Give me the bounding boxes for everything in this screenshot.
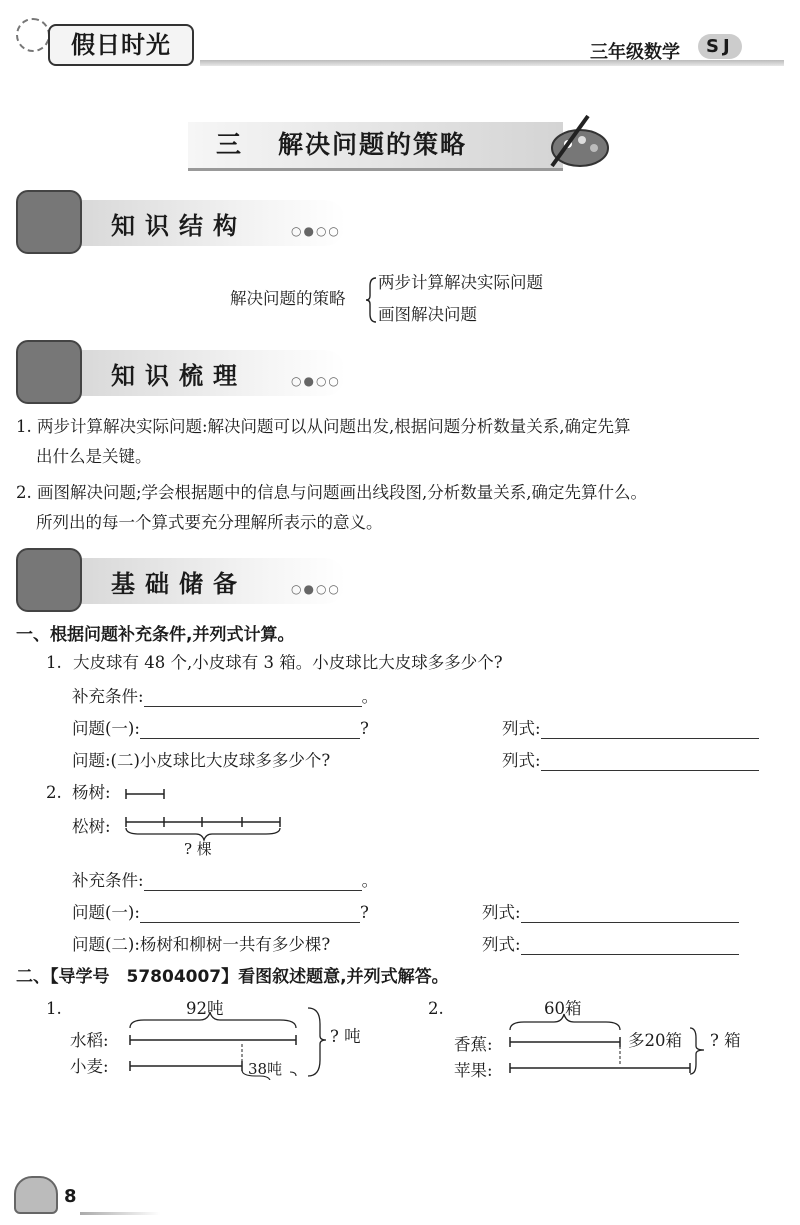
q2-formula-b-row: 列式:	[482, 930, 739, 960]
teacher-icon	[16, 340, 82, 404]
dots-decoration: ○●○○	[291, 224, 341, 238]
q1-formula-b-blank[interactable]	[541, 752, 759, 771]
d1-top-label: 92吨	[186, 999, 224, 1018]
series-badge: 假日时光	[48, 24, 194, 66]
chapter-title: 解决问题的策略	[278, 130, 468, 159]
section-title: 知识梳理	[111, 362, 247, 390]
palette-brush-icon	[540, 108, 614, 174]
d1-num: 1.	[46, 999, 62, 1018]
q1-condition-blank[interactable]	[144, 688, 362, 707]
d2-total-label: ? 箱	[710, 1031, 741, 1050]
d2-diff-label: 多20箱	[628, 1031, 682, 1050]
review-item-2: 2. 画图解决问题;学会根据题中的信息与问题画出线段图,分析数量关系,确定先算什么。 所列出的每一个算式要充分理解所表示的意义。	[16, 483, 648, 532]
section-banner-basics	[16, 548, 346, 610]
structure-branch-2: 画图解决问题	[378, 305, 477, 324]
q2-question-a-row: 问题(一): ?	[72, 903, 369, 922]
grade-subject: 三年级数学	[590, 42, 680, 63]
rss-icon	[16, 548, 82, 612]
footer-rule	[80, 1212, 160, 1215]
chapter-number: 三	[216, 130, 242, 159]
d2-segment-diagram	[500, 1008, 706, 1080]
header-rule	[200, 60, 784, 66]
d2-top-label: 60箱	[544, 999, 582, 1018]
q1-formula-a-row: 列式:	[502, 714, 759, 744]
q1-question-a-blank[interactable]	[140, 720, 360, 739]
q2-condition-row: 补充条件: 。	[72, 871, 379, 890]
q2-formula-b-blank[interactable]	[521, 936, 739, 955]
structure-branch-1: 两步计算解决实际问题	[378, 273, 543, 292]
d1-diff-label: 38吨	[248, 1060, 283, 1078]
part2-heading: 二、【导学号 57804007】看图叙述题意,并列式解答。	[16, 967, 449, 987]
q2-question-a-blank[interactable]	[140, 904, 360, 923]
pine-segment	[126, 817, 280, 827]
d2-row1-label: 香蕉:	[454, 1035, 493, 1054]
q1-stem: 1. 大皮球有 48 个,小皮球有 3 箱。小皮球比大皮球多多少个?	[46, 653, 503, 672]
q2-unknown-label: ? 棵	[184, 840, 212, 858]
q1-formula-a-blank[interactable]	[541, 720, 759, 739]
q2-formula-a-row: 列式:	[482, 898, 739, 928]
section-title: 基础储备	[111, 570, 247, 598]
structure-root: 解决问题的策略	[230, 289, 346, 308]
brace-icon	[364, 276, 378, 324]
q1-question-b: 问题:(二)小皮球比大皮球多多少个?	[72, 751, 331, 770]
sun-decoration-icon	[16, 18, 50, 52]
section-banner-review	[16, 340, 346, 402]
mushroom-icon	[14, 1176, 58, 1214]
q1-question-a-row: 问题(一): ?	[72, 719, 369, 738]
q2-condition-blank[interactable]	[144, 872, 362, 891]
edition-badge: SJ	[698, 34, 742, 59]
q2-pine-label: 松树:	[72, 817, 111, 836]
d1-segment-diagram	[120, 1000, 330, 1080]
part1-heading: 一、根据问题补充条件,并列式计算。	[16, 625, 295, 645]
d1-row1-label: 水稻:	[70, 1031, 109, 1050]
dots-decoration: ○●○○	[291, 374, 341, 388]
chapter-title-bar	[188, 122, 563, 171]
q2-poplar-label: 杨树:	[72, 783, 111, 802]
dots-decoration: ○●○○	[291, 582, 341, 596]
d1-total-label: ? 吨	[330, 1027, 361, 1046]
page-number: 8	[64, 1186, 77, 1207]
d2-num: 2.	[428, 999, 444, 1018]
q2-formula-a-blank[interactable]	[521, 904, 739, 923]
q2-num: 2.	[46, 783, 62, 802]
q2-question-b: 问题(二):杨树和柳树一共有多少棵?	[72, 935, 331, 954]
q1-formula-b-row: 列式:	[502, 746, 759, 776]
section-title: 知识结构	[111, 212, 247, 240]
d1-row2-label: 小麦:	[70, 1057, 109, 1076]
review-item-1: 1. 两步计算解决实际问题:解决问题可以从问题出发,根据问题分析数量关系,确定先算 出什么是关键。	[16, 417, 631, 466]
section-banner-structure	[16, 190, 346, 252]
calendar-icon	[16, 190, 82, 254]
d2-row2-label: 苹果:	[454, 1061, 493, 1080]
poplar-segment	[126, 789, 164, 799]
q1-condition-row: 补充条件: 。	[72, 687, 379, 706]
